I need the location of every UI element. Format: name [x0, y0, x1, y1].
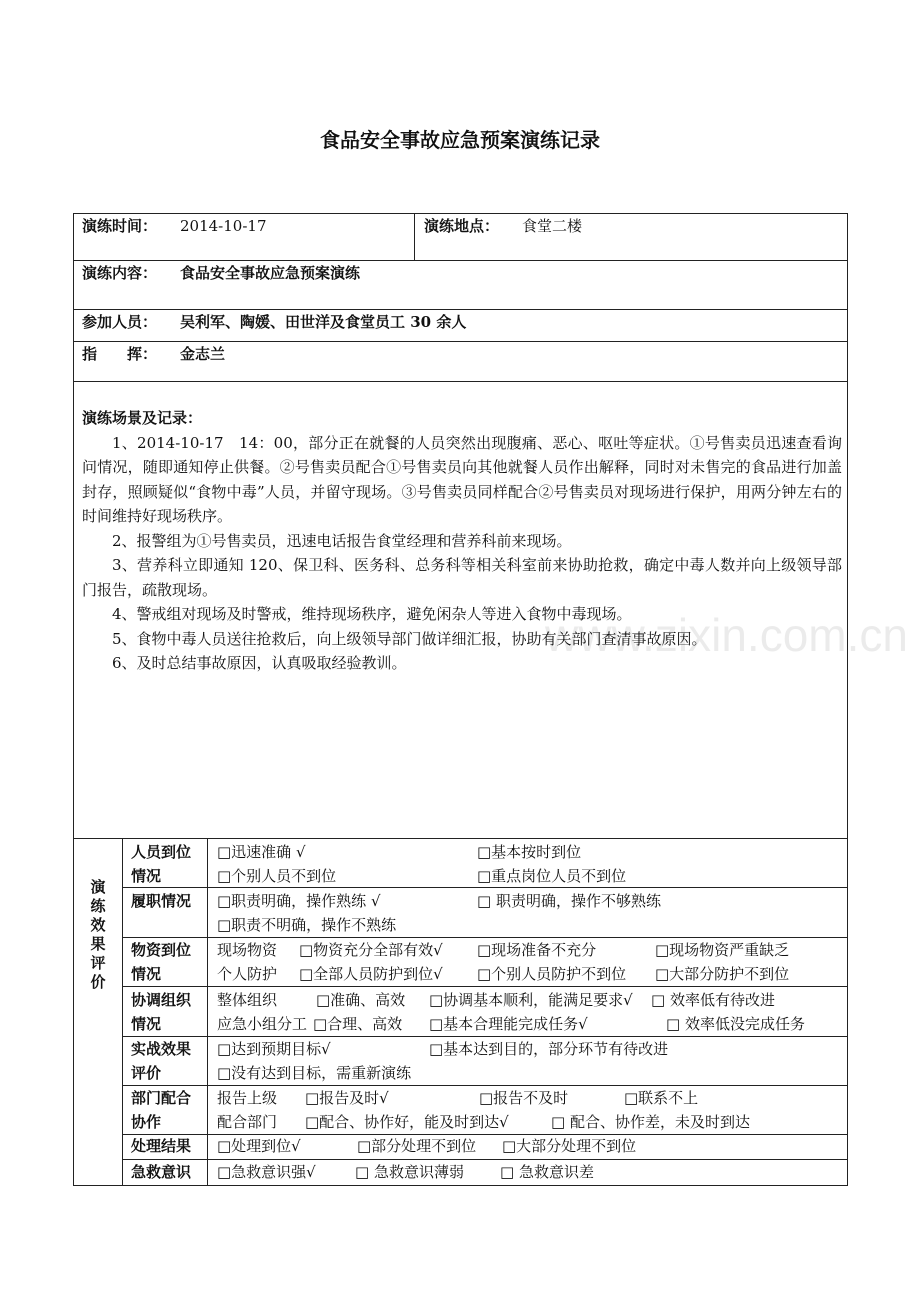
option: □ 职责明确，操作不够熟练 — [477, 892, 661, 910]
option: □准确、高效 — [316, 991, 406, 1009]
option: □现场物资严重缺乏 — [655, 941, 790, 959]
scene-paragraph: 6、及时总结事故原因，认真吸取经验教训。 — [112, 654, 407, 672]
option: □ 急救意识差 — [500, 1163, 594, 1181]
eval-row-label: 处理结果 — [131, 1137, 192, 1155]
commander-label: 指 挥： — [82, 345, 158, 363]
option: □重点岗位人员不到位 — [477, 867, 627, 885]
option: □报告不及时 — [479, 1089, 569, 1107]
option: 配合部门 — [217, 1113, 278, 1131]
time-value: 2014-10-17 — [180, 217, 267, 235]
eval-row-label: 急救意识 — [131, 1163, 192, 1181]
option: □报告及时√ — [305, 1089, 389, 1107]
time-label: 演练时间： — [82, 217, 158, 235]
people-label: 参加人员： — [82, 313, 158, 331]
option: □物资充分全部有效√ — [299, 941, 443, 959]
place-label: 演练地点： — [424, 217, 500, 235]
option: □达到预期目标√ — [217, 1040, 331, 1058]
eval-row-label: 部门配合 — [131, 1089, 192, 1107]
eval-row-label: 协调组织 — [131, 991, 192, 1009]
option: □基本合理能完成任务√ — [429, 1015, 588, 1033]
option: □全部人员防护到位√ — [299, 965, 443, 983]
option: □基本按时到位 — [477, 843, 582, 861]
place-value: 食堂二楼 — [522, 217, 583, 235]
table-border — [73, 1185, 848, 1186]
commander-value: 金志兰 — [180, 345, 226, 363]
scene-paragraph: 5、食物中毒人员送往抢救后，向上级领导部门做详细汇报，协助有关部门查清事故原因。 — [112, 629, 707, 648]
eval-row-label: 履职情况 — [131, 892, 192, 910]
people-value: 吴利军、陶媛、田世洋及食堂员工 30 余人 — [180, 313, 467, 331]
scene-heading: 演练场景及记录： — [82, 409, 203, 427]
scene-paragraph: 3、营养科立即通知 120、保卫科、医务科、总务科等相关科室前来协助抢救，确定中毒人数并向上级领导部门报告，疏散现场。 — [82, 556, 842, 599]
scene-paragraph: 2、报警组为①号售卖员，迅速电话报告食堂经理和营养科前来现场。 — [112, 531, 572, 550]
option: □ 配合、协作差，未及时到达 — [551, 1113, 750, 1131]
watermark: www.zixin.com.cn — [545, 609, 908, 661]
content-label: 演练内容： — [82, 264, 158, 282]
table-border — [847, 213, 848, 1185]
option: □职责不明确，操作不熟练 — [217, 916, 397, 934]
row-divider — [73, 838, 847, 839]
option: 现场物资 — [217, 941, 278, 959]
option: □部分处理不到位 — [357, 1137, 477, 1155]
option: 整体组织 — [217, 991, 278, 1009]
option: □大部分防护不到位 — [655, 965, 790, 983]
table-border — [73, 213, 74, 1185]
col-divider — [207, 838, 208, 1185]
row-divider — [122, 986, 847, 987]
eval-row-label: 情况 — [131, 867, 162, 885]
option: □急救意识强√ — [217, 1163, 316, 1181]
option: □现场准备不充分 — [477, 941, 597, 959]
option: □处理到位√ — [217, 1137, 301, 1155]
option: 报告上级 — [217, 1089, 278, 1107]
option: 个人防护 — [217, 965, 278, 983]
option: □协调基本顺利，能满足要求√ — [429, 991, 633, 1009]
option: □合理、高效 — [313, 1015, 403, 1033]
option: □职责明确，操作熟练 √ — [217, 892, 381, 910]
option: □迅速准确 √ — [217, 843, 306, 861]
row-divider — [73, 381, 847, 382]
eval-row-label: 情况 — [131, 965, 162, 983]
option: □没有达到目标，需重新演练 — [217, 1064, 412, 1082]
option: □个别人员不到位 — [217, 867, 337, 885]
eval-row-label: 协作 — [131, 1113, 162, 1131]
eval-row-label: 实战效果 — [131, 1040, 192, 1058]
col-divider — [122, 838, 123, 1185]
option: □基本达到目的，部分环节有待改进 — [429, 1040, 669, 1058]
option: □个别人员防护不到位 — [477, 965, 627, 983]
page-title: 食品安全事故应急预案演练记录 — [320, 128, 600, 152]
option: □ 急救意识薄弱 — [355, 1163, 464, 1181]
option: □配合、协作好，能及时到达√ — [305, 1113, 509, 1131]
option: □大部分处理不到位 — [502, 1137, 637, 1155]
option: □ 效率低有待改进 — [651, 991, 775, 1009]
evaluation-section-label: 演练效果评价 — [90, 878, 106, 991]
scene-paragraph: 4、警戒组对现场及时警戒，维持现场秩序，避免闲杂人等进入食物中毒现场。 — [112, 605, 632, 623]
eval-row-label: 物资到位 — [131, 941, 192, 959]
content-value: 食品安全事故应急预案演练 — [180, 264, 361, 282]
option: 应急小组分工 — [217, 1015, 308, 1033]
eval-row-label: 人员到位 — [131, 843, 192, 861]
col-divider — [414, 213, 415, 260]
option: □联系不上 — [624, 1089, 699, 1107]
scene-paragraph: 1、2014-10-17 14：00，部分正在就餐的人员突然出现腹痛、恶心、呕吐等症状。①号售卖员迅速查看询问情况，随即通知停止供餐。②号售卖员配合①号售卖员向其他就餐人员作出解释，同时对未售完的食品进行加盖封存，照顾疑似“食物中毒”人员，并留守现场。③号售卖员同样配合②号售卖员对现场进行保护，用两分钟左右的时间维持好现场秩序。 — [82, 433, 842, 525]
eval-row-label: 评价 — [131, 1064, 162, 1082]
eval-row-label: 情况 — [131, 1015, 162, 1033]
option: □ 效率低没完成任务 — [666, 1015, 805, 1033]
